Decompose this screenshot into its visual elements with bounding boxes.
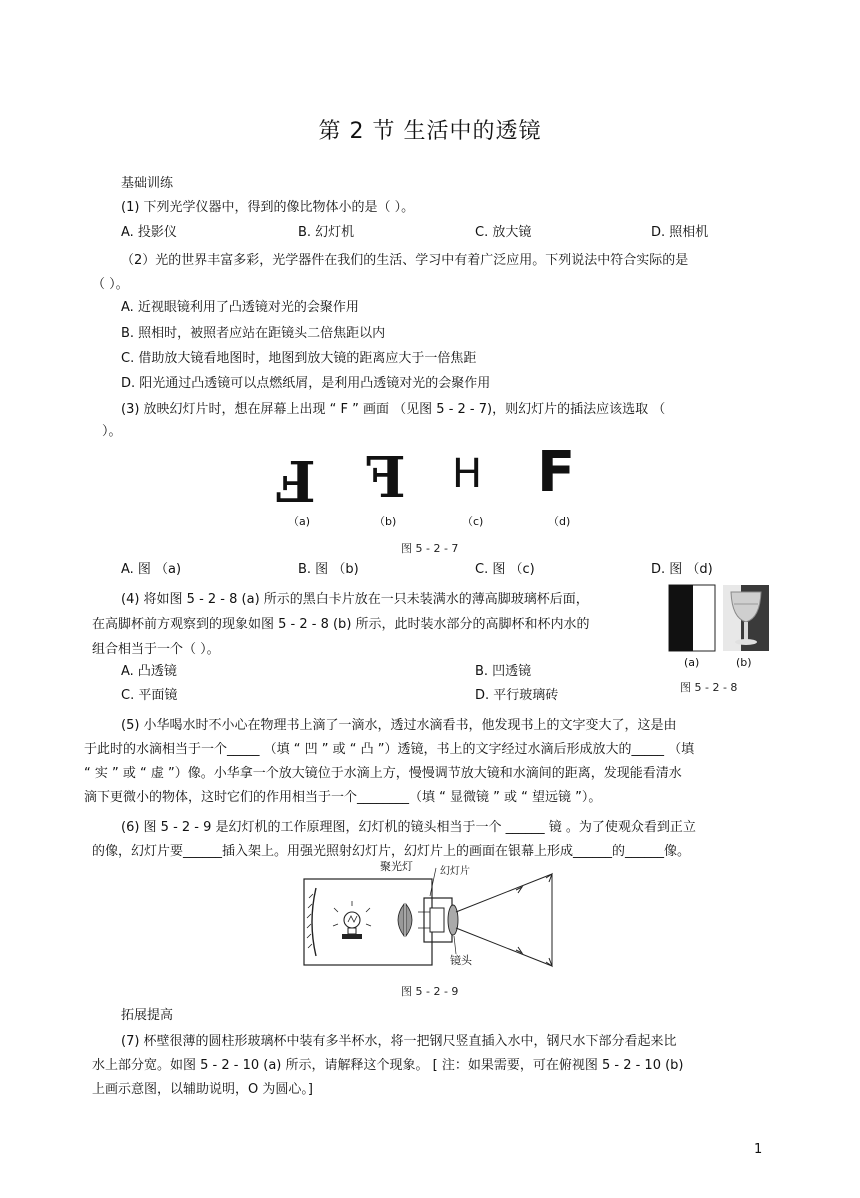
q3-stem-line2: ）。 [102, 424, 122, 439]
q4-stem-line3: 组合相当于一个（ ）。 [92, 642, 220, 657]
q7-line2: 水上部分宽。如图 5 - 2 - 10 (a) 所示，请解释这个现象。 [ 注：如果需要，可在俯视图 5 - 2 - 10 (b) [92, 1058, 684, 1073]
q2-option-b: B. 照相时，被照者应站在距镜头二倍焦距以内 [121, 326, 386, 341]
q4-option-c: C. 平面镜 [121, 688, 178, 703]
figure-5-2-8-label-b: (b) [736, 656, 752, 669]
figure-label-d: （d) [548, 515, 571, 528]
figure-label-b: （b) [374, 515, 397, 528]
ray-arrowheads [516, 874, 552, 966]
bulb-filament [348, 916, 357, 922]
q4-option-b: B. 凹透镜 [475, 664, 532, 679]
q2-option-a: A. 近视眼镜利用了凸透镜对光的会聚作用 [121, 300, 359, 315]
q5-line4: 滴下更微小的物体，这时它们的作用相当于一个________（填 “ 显微镜 ” 或 “ 望远镜 ”）。 [84, 790, 602, 805]
q1-option-c: C. 放大镜 [475, 225, 532, 240]
figure-label-lens: 镜头 [450, 954, 472, 967]
glass-base [735, 639, 757, 645]
q4-option-a: A. 凸透镜 [121, 664, 177, 679]
bulb-base [342, 934, 362, 939]
figure-label-slide: 幻灯片 [440, 866, 470, 877]
section-heading-extension: 拓展提高 [121, 1008, 174, 1023]
section-heading-basic: 基础训练 [121, 176, 174, 191]
projector-housing [304, 879, 432, 965]
q6-line2: 的像，幻灯片要______插入架上。用强光照射幻灯片，幻灯片上的画面在银幕上形成______的______像。 [92, 844, 691, 859]
q1-stem: (1) 下列光学仪器中，得到的像比物体小的是（ ）。 [121, 200, 415, 215]
slide [430, 908, 444, 932]
figure-5-2-8-label-a: (a) [684, 656, 700, 669]
q1-option-b: B. 幻灯机 [298, 225, 355, 240]
figure-5-2-9 [300, 856, 564, 972]
q2-option-c: C. 借助放大镜看地图时，地图到放大镜的距离应大于一倍焦距 [121, 351, 477, 366]
glass-stem [744, 622, 748, 640]
slide-leader-line [430, 868, 436, 896]
bulb-rays [333, 901, 371, 926]
q2-stem-line2: （ ）。 [92, 277, 129, 292]
q6-line1: (6) 图 5 - 2 - 9 是幻灯机的工作原理图，幻灯机的镜头相当于一个 ______ 镜 。为了使观众看到正立 [121, 820, 696, 835]
figure-caption-5-2-9: 图 5 - 2 - 9 [401, 985, 459, 998]
figure-caption-5-2-7: 图 5 - 2 - 7 [401, 542, 459, 555]
q1-option-d: D. 照相机 [651, 225, 709, 240]
q2-stem-line1: （2）光的世界丰富多彩，光学器件在我们的生活、学习中有着广泛应用。下列说法中符合实际的是 [121, 253, 689, 268]
bulb-socket [348, 928, 356, 934]
q4-stem-line1: (4) 将如图 5 - 2 - 8 (a) 所示的黑白卡片放在一只未装满水的薄高脚玻璃杯后面， [121, 592, 589, 607]
figure-letter-d: F [537, 440, 576, 505]
q3-option-c: C. 图 （c) [475, 562, 535, 577]
reflector-mirror [312, 888, 316, 956]
q5-line2: 于此时的水滴相当于一个_____ （填 “ 凹 ” 或 “ 凸 ”）透镜，书上的文字经过水滴后形成放大的_____ （填 [84, 742, 695, 757]
figure-label-c: （c) [462, 515, 484, 528]
q3-stem-line1: (3) 放映幻灯片时，想在屏幕上出现 “ F ” 画面 （见图 5 - 2 - 7)，则幻灯片的插法应该选取 （ [121, 402, 666, 417]
figure-letter-c: H [452, 451, 483, 497]
q5-line1: (5) 小华喝水时不小心在物理书上滴了一滴水，透过水滴看书，他发现书上的文字变大了，这是由 [121, 718, 677, 733]
q5-line3: “ 实 ” 或 “ 虚 ”）像。小华拿一个放大镜位于水滴上方，慢慢调节放大镜和水滴间的距离，发现能看清水 [84, 766, 682, 781]
q3-option-b: B. 图 （b) [298, 562, 359, 577]
condenser-lens-left [398, 904, 404, 936]
page-title: 第 2 节 生活中的透镜 [318, 119, 542, 144]
figure-letter-b: F [366, 445, 406, 511]
q2-option-d: D. 阳光通过凸透镜可以点燃纸屑，是利用凸透镜对光的会聚作用 [121, 376, 491, 391]
figure-label-condenser: 聚光灯 [380, 860, 413, 873]
card-black-half [669, 585, 693, 651]
figure-caption-5-2-8: 图 5 - 2 - 8 [680, 681, 738, 694]
q4-option-d: D. 平行玻璃砖 [475, 688, 559, 703]
figure-label-a: （a) [288, 515, 311, 528]
condenser-lens-right [406, 904, 412, 936]
page-number: 1 [754, 1142, 763, 1157]
projection-lens [448, 905, 458, 935]
light-bulb [344, 912, 360, 928]
q7-line3: 上画示意图，以辅助说明，O 为圆心。] [92, 1082, 313, 1097]
figure-letter-a: F [276, 447, 316, 513]
q3-option-a: A. 图 （a) [121, 562, 182, 577]
q4-stem-line2: 在高脚杯前方观察到的现象如图 5 - 2 - 8 (b) 所示，此时装水部分的高脚杯和杯内水的 [92, 617, 590, 632]
q1-option-a: A. 投影仪 [121, 225, 177, 240]
q7-line1: (7) 杯壁很薄的圆柱形玻璃杯中装有多半杯水，将一把钢尺竖直插入水中，钢尺水下部分看起来比 [121, 1034, 677, 1049]
q3-option-d: D. 图 （d) [651, 562, 713, 577]
